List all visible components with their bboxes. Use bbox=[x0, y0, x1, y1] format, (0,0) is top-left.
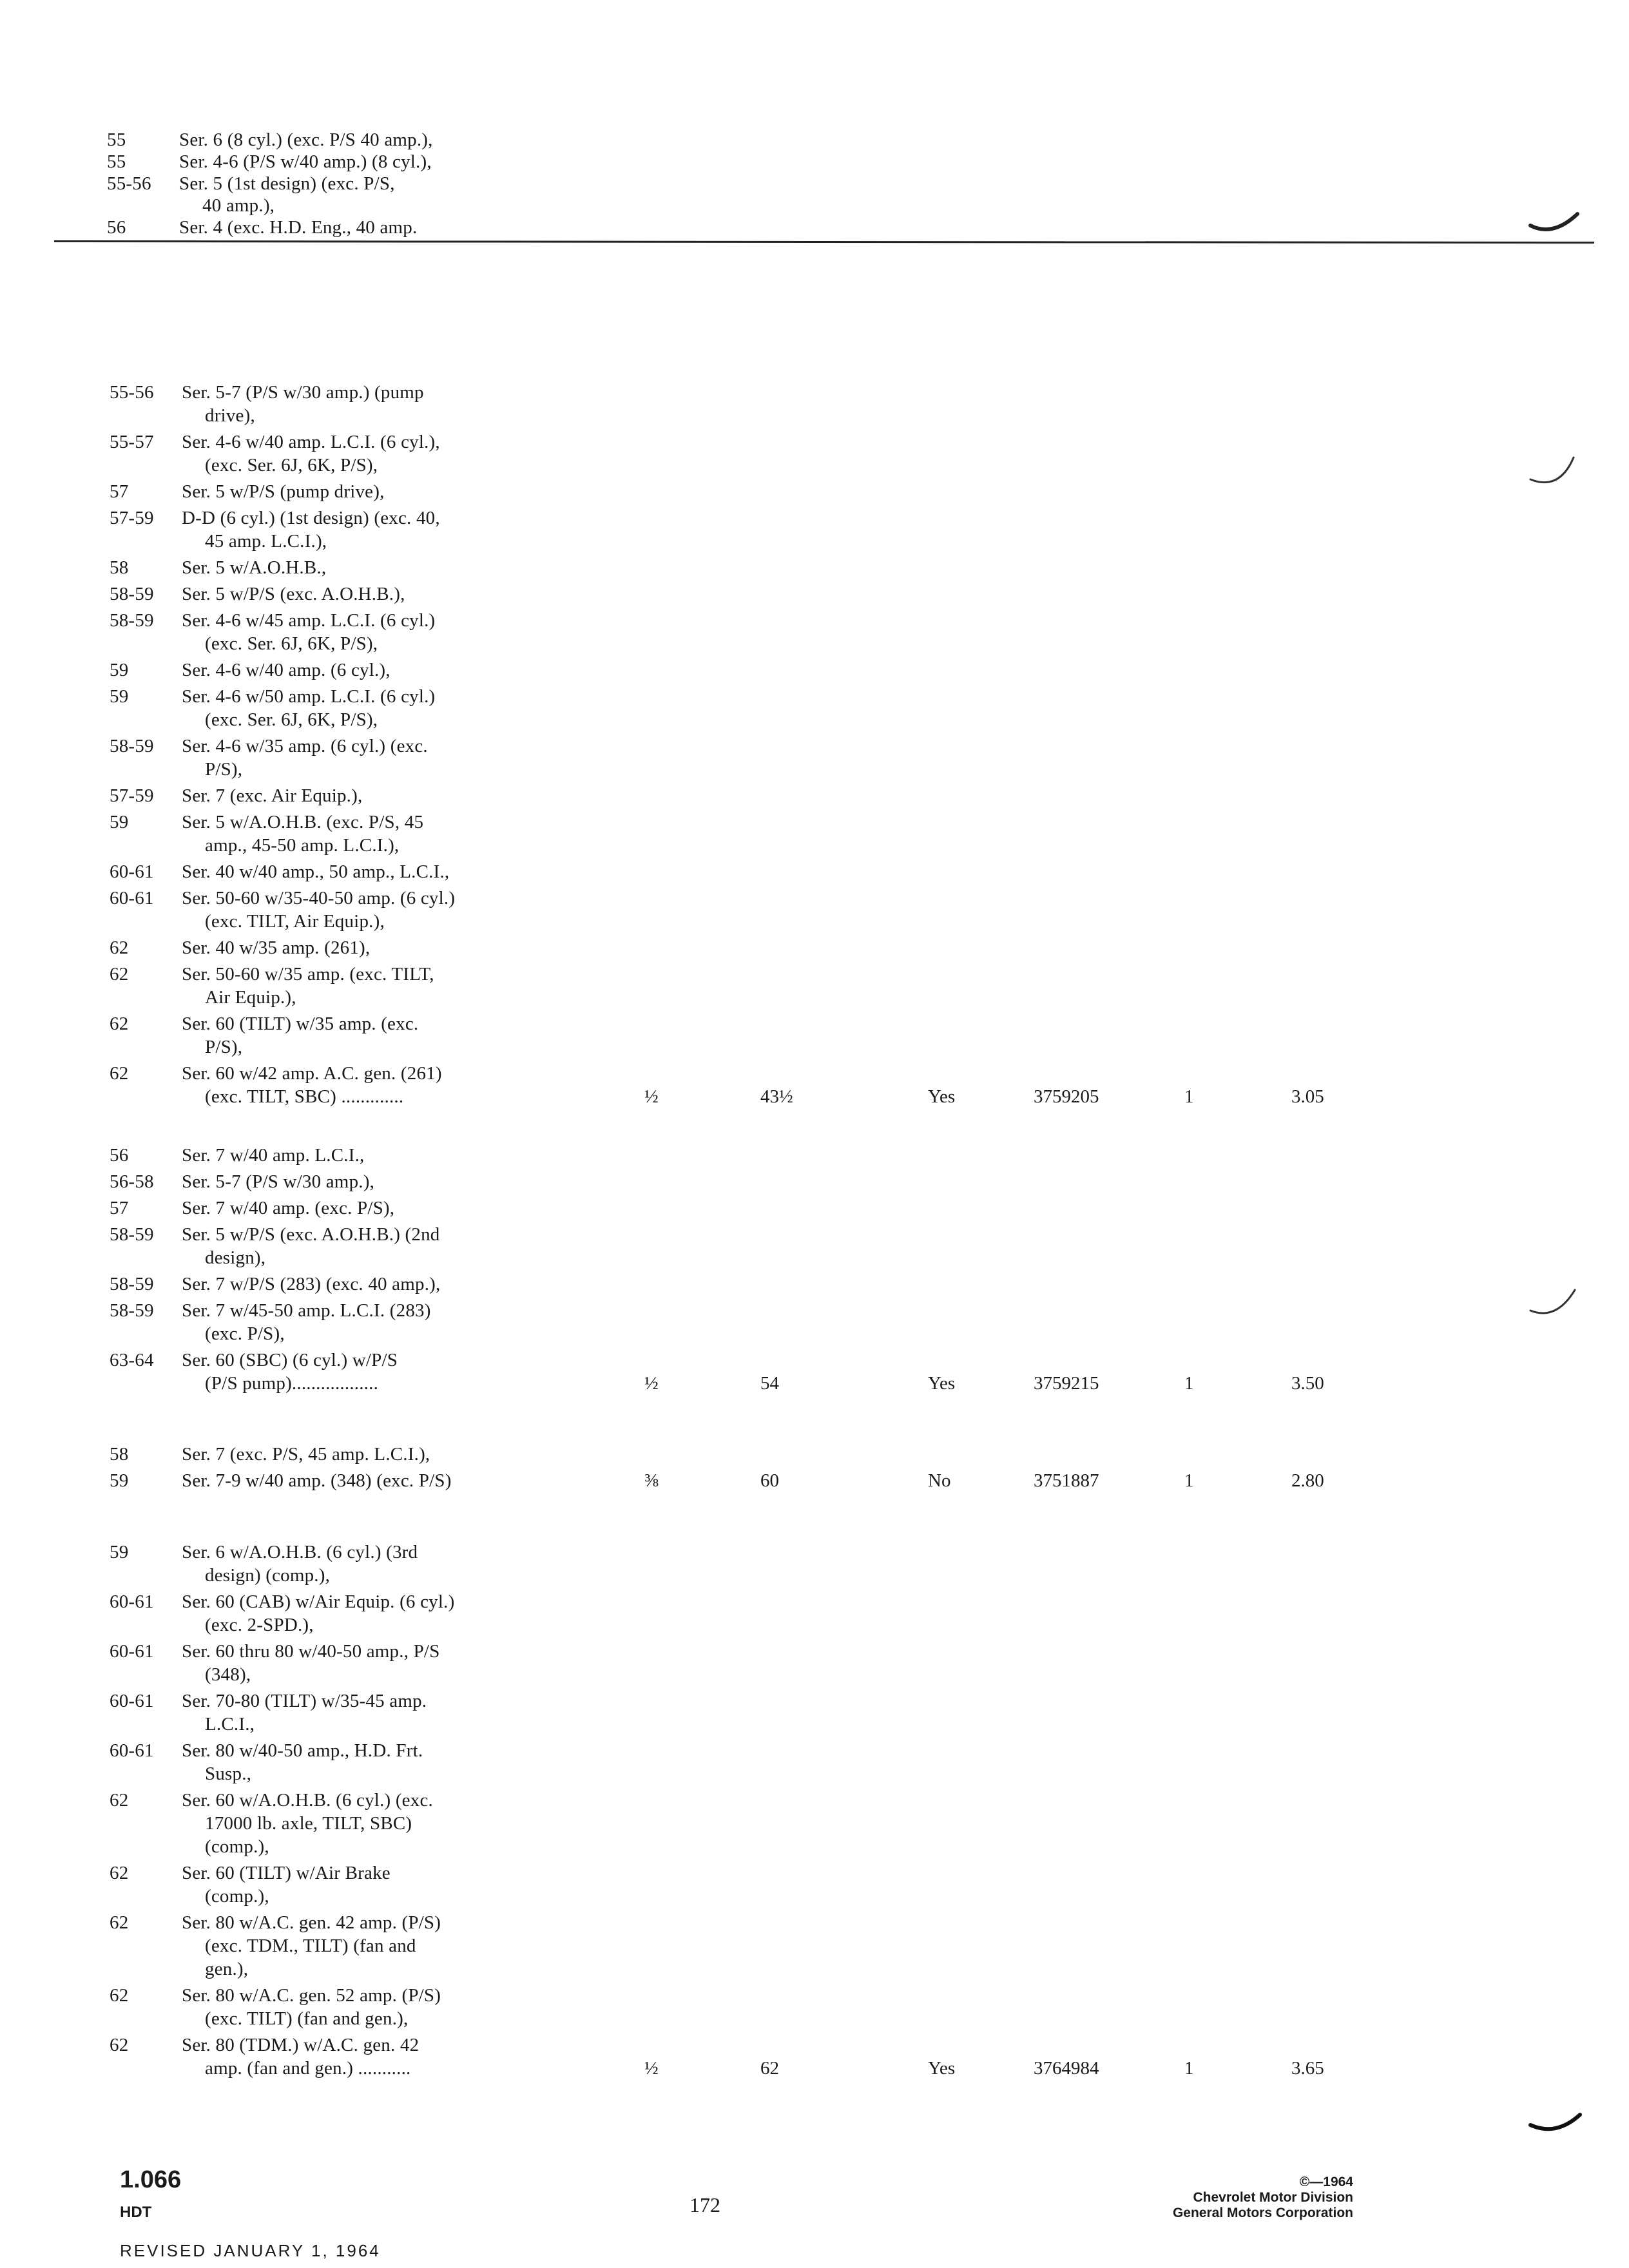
application-description: (exc. TILT, SBC) ............. bbox=[205, 1086, 404, 1107]
list-price: 2.80 bbox=[1291, 1470, 1324, 1491]
application-description: Ser. 7-9 w/40 amp. (348) (exc. P/S) bbox=[182, 1470, 452, 1491]
year-range: 60-61 bbox=[110, 861, 154, 882]
listing-line bbox=[110, 1885, 599, 1907]
listing-line bbox=[110, 481, 599, 503]
page-number: 172 bbox=[689, 2193, 720, 2216]
listing-line bbox=[110, 1812, 599, 1834]
belt-length: 60 bbox=[760, 1470, 779, 1491]
listing-line bbox=[110, 557, 599, 579]
year-range: 62 bbox=[110, 1863, 129, 1883]
year-range: 58 bbox=[110, 1444, 129, 1465]
year-range: 56-58 bbox=[110, 1171, 154, 1192]
application-description: Ser. 7 (exc. Air Equip.), bbox=[182, 785, 363, 806]
listing-line bbox=[110, 381, 599, 403]
pen-tick-mark bbox=[1527, 2107, 1585, 2139]
application-description: Ser. 4-6 w/35 amp. (6 cyl.) (exc. bbox=[182, 736, 428, 756]
application-description: (exc. Ser. 6J, 6K, P/S), bbox=[205, 709, 378, 730]
quantity: 1 bbox=[1184, 1373, 1194, 1394]
application-description: (exc. Ser. 6J, 6K, P/S), bbox=[205, 455, 378, 476]
application-description: Ser. 4-6 w/40 amp. (6 cyl.), bbox=[182, 660, 390, 680]
application-description: (exc. Ser. 6J, 6K, P/S), bbox=[205, 633, 378, 654]
application-description: (comp.), bbox=[205, 1836, 269, 1857]
application-description: Ser. 7 w/40 amp. L.C.I., bbox=[182, 1145, 365, 1166]
application-description: design), bbox=[205, 1247, 266, 1268]
quantity: 1 bbox=[1184, 1470, 1194, 1491]
pen-tick-mark bbox=[1527, 1282, 1585, 1327]
listing-line bbox=[110, 758, 599, 780]
notched-flag: Yes bbox=[928, 1086, 956, 1107]
application-description: Ser. 60 (SBC) (6 cyl.) w/P/S bbox=[182, 1350, 398, 1370]
listing-line bbox=[110, 1323, 599, 1345]
list-price: 3.50 bbox=[1291, 1373, 1324, 1394]
listing-line bbox=[110, 1836, 599, 1858]
belt-width: ½ bbox=[644, 2058, 659, 2079]
listing-line bbox=[110, 1541, 599, 1563]
application-description: Ser. 80 w/A.C. gen. 42 amp. (P/S) bbox=[182, 1912, 441, 1933]
application-description: 40 amp.), bbox=[202, 195, 275, 216]
application-description: Ser. 7 w/P/S (283) (exc. 40 amp.), bbox=[182, 1274, 441, 1294]
listing-line bbox=[110, 1443, 599, 1465]
listing-line bbox=[110, 1197, 599, 1219]
application-description: Ser. 80 w/40-50 amp., H.D. Frt. bbox=[182, 1740, 423, 1761]
application-description: (P/S pump).................. bbox=[205, 1373, 379, 1394]
year-range: 59 bbox=[110, 1542, 129, 1562]
application-description: Ser. 5 w/P/S (pump drive), bbox=[182, 481, 385, 502]
part-number: 3759215 bbox=[1034, 1373, 1099, 1394]
listing-line bbox=[110, 530, 599, 552]
application-description: Ser. 60 (TILT) w/35 amp. (exc. bbox=[182, 1014, 419, 1034]
year-range: 58-59 bbox=[110, 584, 154, 604]
application-description: (exc. TDM., TILT) (fan and bbox=[205, 1936, 416, 1956]
listing-line bbox=[110, 1564, 599, 1586]
listing-line bbox=[110, 1984, 599, 2006]
application-description: Ser. 60 w/42 amp. A.C. gen. (261) bbox=[182, 1063, 442, 1084]
copyright: ©—1964 bbox=[1299, 2175, 1353, 2189]
application-description: Ser. 5 w/P/S (exc. A.O.H.B.) (2nd bbox=[182, 1224, 440, 1245]
notched-flag: Yes bbox=[928, 1373, 956, 1394]
year-range: 60-61 bbox=[110, 1591, 154, 1612]
listing-line bbox=[110, 1664, 599, 1686]
listing-line bbox=[110, 633, 599, 655]
year-range: 60-61 bbox=[110, 1641, 154, 1662]
notched-flag: No bbox=[928, 1470, 951, 1491]
year-range: 58-59 bbox=[110, 1300, 154, 1321]
application-description: amp., 45-50 amp. L.C.I.), bbox=[205, 835, 400, 856]
application-description: Ser. 60 (CAB) w/Air Equip. (6 cyl.) bbox=[182, 1591, 455, 1612]
application-description: Ser. 7 (exc. P/S, 45 amp. L.C.I.), bbox=[182, 1444, 430, 1465]
listing-line bbox=[110, 1740, 599, 1762]
year-range: 62 bbox=[110, 1014, 129, 1034]
application-description: Ser. 5 (1st design) (exc. P/S, bbox=[179, 173, 395, 194]
application-description: Ser. 7 w/45-50 amp. L.C.I. (283) bbox=[182, 1300, 431, 1321]
listing-line bbox=[110, 1013, 599, 1035]
section-code: HDT bbox=[120, 2204, 152, 2221]
application-description: Ser. 50-60 w/35 amp. (exc. TILT, bbox=[182, 964, 434, 985]
year-range: 58-59 bbox=[110, 1274, 154, 1294]
year-range: 58-59 bbox=[110, 1224, 154, 1245]
application-description: Ser. 5 w/A.O.H.B., bbox=[182, 557, 327, 578]
listing-line bbox=[110, 2057, 599, 2079]
listing-line bbox=[110, 2008, 599, 2030]
part-number: 3759205 bbox=[1034, 1086, 1099, 1107]
year-range: 58-59 bbox=[110, 736, 154, 756]
list-price: 3.05 bbox=[1291, 1086, 1324, 1107]
year-range: 59 bbox=[110, 812, 129, 832]
year-range: 60-61 bbox=[110, 1691, 154, 1711]
listing-line bbox=[110, 1144, 599, 1166]
application-description: Ser. 4-6 w/50 amp. L.C.I. (6 cyl.) bbox=[182, 686, 436, 707]
application-description: (exc. TILT) (fan and gen.), bbox=[205, 2008, 409, 2029]
listing-line bbox=[110, 1273, 599, 1295]
year-range: 56 bbox=[107, 217, 126, 238]
listing-line bbox=[110, 785, 599, 807]
year-range: 62 bbox=[110, 964, 129, 985]
corporation: General Motors Corporation bbox=[1172, 2206, 1353, 2220]
listing-line bbox=[110, 1591, 599, 1613]
year-range: 59 bbox=[110, 660, 129, 680]
year-range: 59 bbox=[110, 686, 129, 707]
listing-line bbox=[110, 986, 599, 1008]
year-range: 55 bbox=[107, 130, 126, 150]
listing-line bbox=[110, 1247, 599, 1269]
year-range: 55 bbox=[107, 151, 126, 172]
application-description: gen.), bbox=[205, 1959, 249, 1979]
listing-line bbox=[110, 507, 599, 529]
year-range: 62 bbox=[110, 1063, 129, 1084]
year-range: 62 bbox=[110, 1985, 129, 2006]
application-description: Ser. 60 w/A.O.H.B. (6 cyl.) (exc. bbox=[182, 1790, 433, 1811]
notched-flag: Yes bbox=[928, 2058, 956, 2079]
listing-line bbox=[110, 1036, 599, 1058]
listing-line bbox=[110, 1690, 599, 1712]
listing-line bbox=[110, 1912, 599, 1934]
application-description: Ser. 7 w/40 amp. (exc. P/S), bbox=[182, 1198, 395, 1218]
listing-line bbox=[110, 454, 599, 476]
belt-length: 62 bbox=[760, 2058, 779, 2079]
year-range: 62 bbox=[110, 937, 129, 958]
listing-line bbox=[110, 659, 599, 681]
belt-width: ⅜ bbox=[644, 1470, 659, 1491]
listing-line bbox=[110, 861, 599, 883]
application-description: drive), bbox=[205, 405, 255, 426]
listing-line bbox=[110, 1372, 599, 1394]
year-range: 63-64 bbox=[110, 1350, 154, 1370]
year-range: 62 bbox=[110, 1790, 129, 1811]
listing-line bbox=[110, 937, 599, 959]
application-description: Ser. 5 w/A.O.H.B. (exc. P/S, 45 bbox=[182, 812, 424, 832]
listing-line bbox=[110, 583, 599, 605]
section-number: 1.066 bbox=[120, 2166, 182, 2193]
application-description: Ser. 5 w/P/S (exc. A.O.H.B.), bbox=[182, 584, 405, 604]
year-range: 57 bbox=[110, 1198, 129, 1218]
listing-line bbox=[110, 887, 599, 909]
application-description: design) (comp.), bbox=[205, 1565, 331, 1586]
year-range: 60-61 bbox=[110, 888, 154, 908]
listing-line bbox=[110, 709, 599, 731]
application-description: amp. (fan and gen.) ........... bbox=[205, 2058, 411, 2079]
listing-line bbox=[110, 910, 599, 932]
listing-line bbox=[110, 1935, 599, 1957]
quantity: 1 bbox=[1184, 1086, 1194, 1107]
belt-length: 54 bbox=[760, 1373, 779, 1394]
application-description: (exc. P/S), bbox=[205, 1323, 285, 1344]
belt-width: ½ bbox=[644, 1373, 659, 1394]
listing-line bbox=[110, 811, 599, 833]
division: Chevrolet Motor Division bbox=[1193, 2190, 1353, 2205]
listing-line bbox=[110, 834, 599, 856]
listing-line bbox=[110, 963, 599, 985]
top-entry-block bbox=[107, 129, 687, 245]
application-description: Ser. 4-6 (P/S w/40 amp.) (8 cyl.), bbox=[179, 151, 432, 172]
application-description: Ser. 40 w/40 amp., 50 amp., L.C.I., bbox=[182, 861, 450, 882]
listing-line bbox=[110, 1958, 599, 1980]
year-range: 55-56 bbox=[107, 173, 151, 194]
application-description: Ser. 60 (TILT) w/Air Brake bbox=[182, 1863, 390, 1883]
part-number: 3751887 bbox=[1034, 1470, 1099, 1491]
year-range: 55-56 bbox=[110, 382, 154, 403]
application-description: (348), bbox=[205, 1664, 251, 1685]
listing-line bbox=[110, 1300, 599, 1321]
belt-length: 43½ bbox=[760, 1086, 793, 1107]
year-range: 58-59 bbox=[110, 610, 154, 631]
year-range: 57 bbox=[110, 481, 129, 502]
application-description: Ser. 80 w/A.C. gen. 52 amp. (P/S) bbox=[182, 1985, 441, 2006]
listing-line bbox=[110, 1713, 599, 1735]
revised-date: REVISED JANUARY 1, 1964 bbox=[120, 2241, 381, 2260]
listing-line bbox=[110, 1171, 599, 1193]
year-range: 55-57 bbox=[110, 432, 154, 452]
listing-line bbox=[110, 735, 599, 757]
application-description: Ser. 6 (8 cyl.) (exc. P/S 40 amp.), bbox=[179, 130, 433, 150]
listing-line bbox=[110, 431, 599, 453]
listing-line bbox=[110, 1349, 599, 1371]
year-range: 57-59 bbox=[110, 508, 154, 528]
application-description: Ser. 50-60 w/35-40-50 amp. (6 cyl.) bbox=[182, 888, 456, 908]
pen-tick-mark bbox=[1527, 451, 1585, 496]
application-description: Susp., bbox=[205, 1763, 252, 1784]
application-description: Ser. 6 w/A.O.H.B. (6 cyl.) (3rd bbox=[182, 1542, 418, 1562]
year-range: 57-59 bbox=[110, 785, 154, 806]
application-description: Ser. 70-80 (TILT) w/35-45 amp. bbox=[182, 1691, 427, 1711]
listing-line bbox=[110, 1640, 599, 1662]
part-number: 3764984 bbox=[1034, 2058, 1099, 2079]
application-description: 17000 lb. axle, TILT, SBC) bbox=[205, 1813, 412, 1834]
application-description: 45 amp. L.C.I.), bbox=[205, 531, 327, 552]
application-description: (exc. TILT, Air Equip.), bbox=[205, 911, 385, 932]
application-description: (comp.), bbox=[205, 1886, 269, 1907]
application-description: Ser. 60 thru 80 w/40-50 amp., P/S bbox=[182, 1641, 440, 1662]
belt-width: ½ bbox=[644, 1086, 659, 1107]
application-description: Ser. 4 (exc. H.D. Eng., 40 amp. bbox=[179, 217, 418, 238]
year-range: 60-61 bbox=[110, 1740, 154, 1761]
listing-line bbox=[110, 1062, 599, 1084]
list-price: 3.65 bbox=[1291, 2058, 1324, 2079]
application-description: Air Equip.), bbox=[205, 987, 296, 1008]
listing-line bbox=[110, 1789, 599, 1811]
application-description: (exc. 2-SPD.), bbox=[205, 1615, 314, 1635]
listing-line bbox=[110, 2034, 599, 2056]
application-description: P/S), bbox=[205, 1037, 243, 1057]
application-description: Ser. 4-6 w/45 amp. L.C.I. (6 cyl.) bbox=[182, 610, 436, 631]
listing-line bbox=[110, 405, 599, 427]
application-description: Ser. 40 w/35 amp. (261), bbox=[182, 937, 371, 958]
application-description: Ser. 4-6 w/40 amp. L.C.I. (6 cyl.), bbox=[182, 432, 440, 452]
application-description: Ser. 5-7 (P/S w/30 amp.) (pump bbox=[182, 382, 424, 403]
listing-line bbox=[110, 1224, 599, 1245]
application-description: P/S), bbox=[205, 759, 243, 780]
listing-line bbox=[110, 1763, 599, 1785]
application-description: D-D (6 cyl.) (1st design) (exc. 40, bbox=[182, 508, 440, 528]
listing-line bbox=[110, 610, 599, 631]
listing-line bbox=[110, 1086, 599, 1108]
year-range: 62 bbox=[110, 1912, 129, 1933]
year-range: 62 bbox=[110, 2035, 129, 2055]
application-description: L.C.I., bbox=[205, 1714, 255, 1735]
listing-line bbox=[110, 1470, 599, 1492]
year-range: 58 bbox=[110, 557, 129, 578]
quantity: 1 bbox=[1184, 2058, 1194, 2079]
listing-line bbox=[110, 1614, 599, 1636]
listing-line bbox=[110, 686, 599, 707]
pen-tick-mark bbox=[1527, 206, 1585, 238]
year-range: 56 bbox=[110, 1145, 129, 1166]
application-description: Ser. 80 (TDM.) w/A.C. gen. 42 bbox=[182, 2035, 419, 2055]
listing-line bbox=[110, 1862, 599, 1884]
application-description: Ser. 5-7 (P/S w/30 amp.), bbox=[182, 1171, 375, 1192]
year-range: 59 bbox=[110, 1470, 129, 1491]
